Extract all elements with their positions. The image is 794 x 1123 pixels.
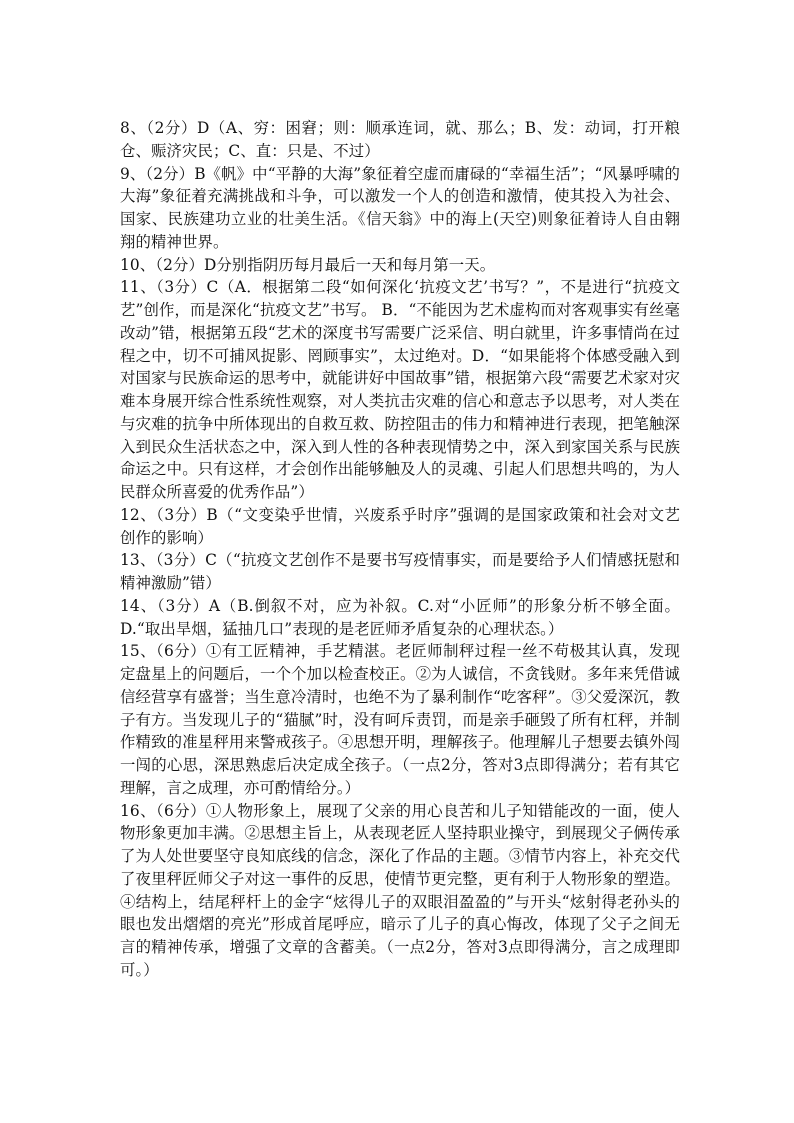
answer-8: 8、（2分）D（A、穷：困窘；则：顺承连词，就、那么；B、发：动词，打开粮仓、赈济灾民；C、直：只是、不过） (120, 119, 680, 160)
answer-14: 14、（3分）A（B.倒叙不对，应为补叙。C.对“小匠师”的形象分析不够全面。D.“取出旱烟，猛抽几口”表现的是老匠师矛盾复杂的心理状态。） (120, 596, 680, 638)
answer-9: 9、（2分）B《帆》中“平静的大海”象征着空虚而庸碌的“幸福生活”；“风暴呼啸的大海”象征着充满挑战和斗争，可以激发一个人的创造和激情，使其投入为社会、国家、民族建功立业的壮美生活。《信天翁》中的海上(天空)则象征着诗人自由翱翔的精神世界。 (120, 164, 680, 251)
answer-13: 13、（3分）C（“抗疫文艺创作不是要书写疫情事实，而是要给予人们情感抚慰和精神激励”错） (120, 551, 680, 592)
answer-16: 16、（6分）①人物形象上，展现了父亲的用心良苦和儿子知错能改的一面，使人物形象更加丰满。②思想主旨上，从表现老匠人坚持职业操守，到展现父子俩传承了为人处世要坚守良知底线的信念，深化了作品的主题。③情节内容上，补充交代了夜里秤匠师父子对这一事件的反思，使情节更完整，更有利于人物形象的塑造。④结构上，结尾秤杆上的金字“炫得儿子的双眼泪盈盈的”与开头“炫射得老孙头的眼也发出熠熠的亮光”形成首尾呼应，暗示了儿子的真心悔改，体现了父子之间无言的精神传承，增强了文章的含蓄美。（一点2分，答对3点即得满分，言之成理即可。） (120, 801, 680, 979)
answer-15: 15、（6分）①有工匠精神，手艺精湛。老匠师制秤过程一丝不苟极其认真，发现定盘星上的问题后，一个个加以检查校正。②为人诚信，不贪钱财。多年来凭借诚信经营享有盛誉；当生意冷清时，也绝不为了暴利制作“吃客秤”。③父爱深沉，教子有方。当发现儿子的“猫腻”时，没有呵斥责罚，而是亲手砸毁了所有杠秤，并制作精致的准星秤用来警戒孩子。④思想开明，理解孩子。他理解儿子想要去镇外闯一闯的心思，深思熟虑后决定成全孩子。（一点2分，答对3点即得满分；若有其它理解，言之成理，亦可酌情给分。） (120, 642, 680, 797)
answer-11: 11、（3分）C（A．根据第二段“如何深化‘抗疫文艺’书写？”，不是进行“抗疫文艺”创作，而是深化“抗疫文艺”书写。 B．“不能因为艺术虚构而对客观事实有丝毫改动”错，根据第五段“艺术的深度书写需要广泛采信、明白就里，许多事情尚在过程之中，切不可捕风捉影、罔顾事实”，太过绝对。D．“如果能将个体感受融入到对国家与民族命运的思考中，就能讲好中国故事”错，根据第六段“需要艺术家对灾难本身展开综合性系统性观察，对人类抗击灾难的信心和意志予以思考，对人类在与灾难的抗争中所体现出的自救互救、防控阻击的伟力和精神进行表现，把笔触深入到民众生活状态之中，深入到人性的各种表现情势之中，深入到家国关系与民族命运之中。只有这样，才会创作出能够触及人的灵魂、引起人们思想共鸣的，为人民群众所喜爱的优秀作品”） (120, 278, 680, 501)
answer-10: 10、（2分）D分别指阴历每月最后一天和每月第一天。 (120, 255, 496, 274)
answer-key-document (120, 117, 680, 982)
answer-12: 12、（3分）B（“文变染乎世情，兴废系乎时序”强调的是国家政策和社会对文艺创作的影响） (120, 505, 680, 547)
